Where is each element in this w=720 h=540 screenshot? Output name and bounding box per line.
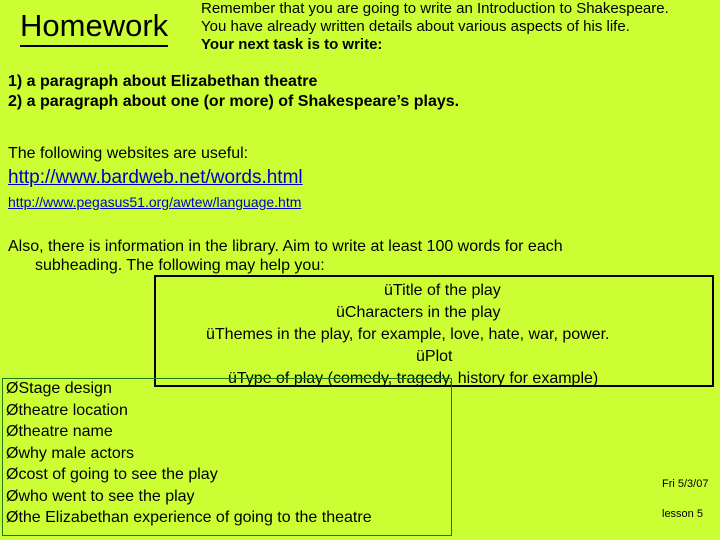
library-note-line-1: Also, there is information in the library. Aim to write at least 100 words for each [8,238,563,255]
task-list [8,72,459,112]
intro-line-3: Your next task is to write: [201,36,383,53]
bardweb-link[interactable]: http://www.bardweb.net/words.html [8,167,303,188]
intro-text [201,0,669,54]
intro-line-2: You have already written details about various aspects of his life. [201,18,630,35]
stage-item-cost: Øcost of going to see the play [6,466,218,483]
stage-item-name: Øtheatre name [6,423,113,440]
task-item-1: 1) a paragraph about Elizabethan theatre [8,73,318,90]
intro-line-1: Remember that you are going to write an Introduction to Shakespeare. [201,0,669,17]
stage-item-male-actors: Øwhy male actors [6,444,135,462]
play-item-title: üTitle of the play [384,282,501,299]
theatre-topics-list [6,378,372,529]
play-item-type: üType of play (comedy, tragedy, history for example) [228,370,599,387]
footer-lesson: lesson 5 [662,508,703,520]
task-item-2: 2) a paragraph about one (or more) of Shakespeare’s plays. [8,93,460,110]
library-note-line-2: subheading. The following may help you: [35,257,325,274]
library-note [8,237,563,275]
stage-item-audience: Øwho went to see the play [6,487,195,505]
stage-item-design: ØStage design [6,380,112,397]
play-item-characters: üCharacters in the play [336,304,501,321]
stage-item-location: Øtheatre location [6,401,128,419]
pegasus-link[interactable]: http://www.pegasus51.org/awtew/language.htm [8,194,302,210]
page-title: Homework [20,8,168,47]
footer-date: Fri 5/3/07 [662,478,709,490]
play-item-themes: üThemes in the play, for example, love, hate, war, power. [206,326,610,343]
play-item-plot: üPlot [416,348,453,365]
stage-item-experience: Øthe Elizabethan experience of going to the theatre [6,509,372,526]
useful-websites-label: The following websites are useful: [8,145,249,162]
